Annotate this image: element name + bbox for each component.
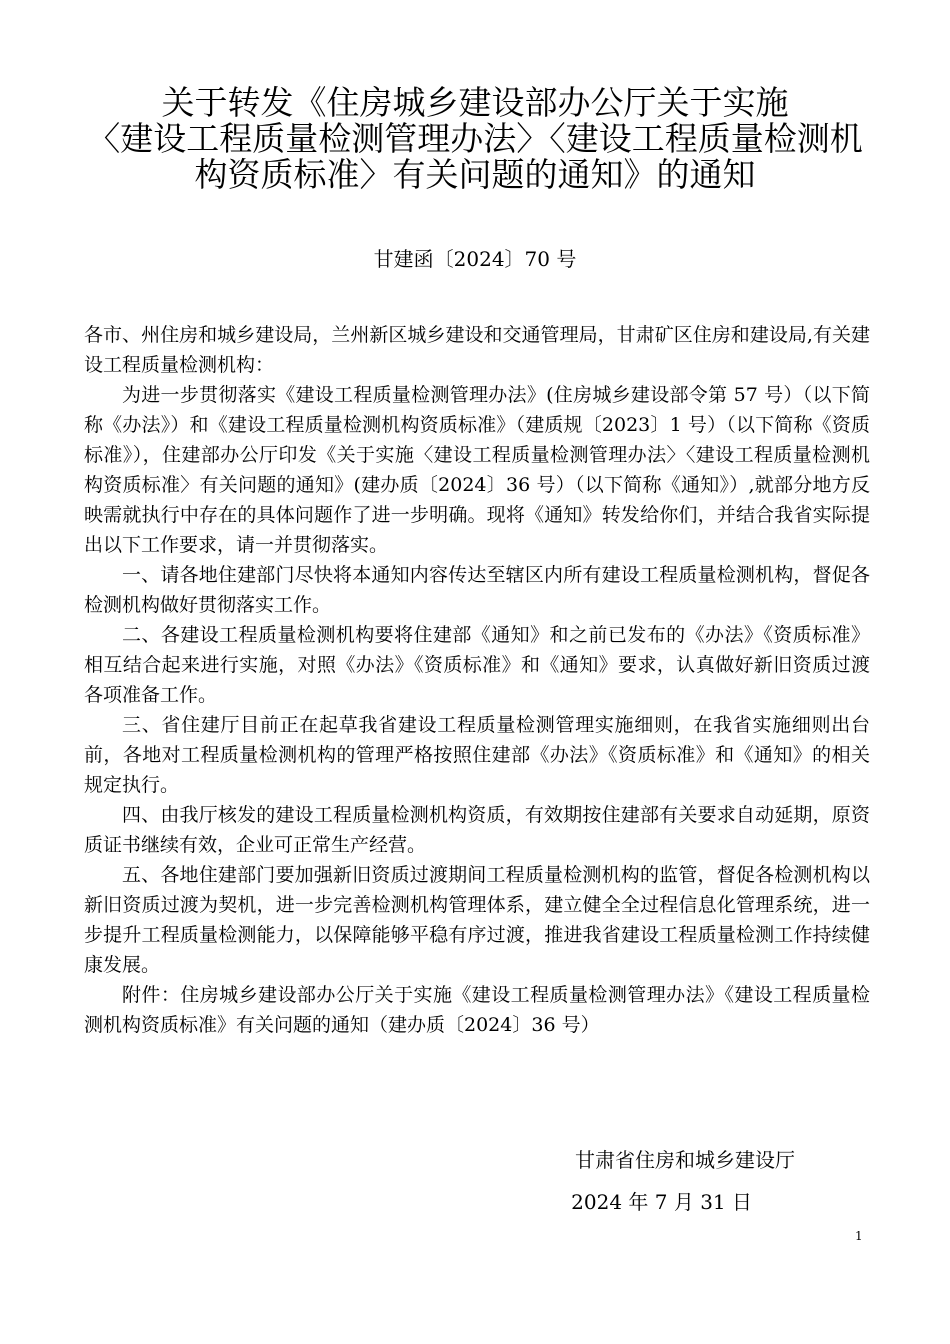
document-title [80,85,870,193]
title-line-1: 关于转发《住房城乡建设部办公厅关于实施 [161,83,789,122]
document-body [84,320,870,1040]
paragraph-intro: 为进一步贯彻落实《建设工程质量检测管理办法》(住房城乡建设部令第 57 号）（以下简称《办法》）和《建设工程质量检测机构资质标准》（建质规〔2023〕1 号）（以下简称《资质标准》），住建部办公厅印发《关于实施〈建设工程质量检测管理办法〉〈建设工程质量检测机构资质标准〉有关问题的通知》(建办质〔2024〕36 号）（以下简称《通知》）,就部分地方反映需就执行中存在的具体问题作了进一步明确。现将《通知》转发给你们，并结合我省实际提出以下工作要求，请一并贯彻落实。 [84,384,870,556]
issue-date: 2024 年 7 月 31 日 [571,1190,752,1214]
salutation: 各市、州住房和城乡建设局，兰州新区城乡建设和交通管理局，甘肃矿区住房和建设局,有关建设工程质量检测机构： [84,324,870,376]
paragraph-item-3: 三、省住建厅目前正在起草我省建设工程质量检测管理实施细则，在我省实施细则出台前，各地对工程质量检测机构的管理严格按照住建部《办法》《资质标准》和《通知》的相关规定执行。 [84,714,870,796]
title-line-2: 〈建设工程质量检测管理办法〉〈建设工程质量检测机 [87,119,863,158]
paragraph-item-4: 四、由我厅核发的建设工程质量检测机构资质，有效期按住建部有关要求自动延期，原资质证书继续有效，企业可正常生产经营。 [84,804,870,856]
paragraph-item-1: 一、请各地住建部门尽快将本通知内容传达至辖区内所有建设工程质量检测机构，督促各检测机构做好贯彻落实工作。 [84,564,870,616]
issuing-authority: 甘肃省住房和城乡建设厅 [575,1148,795,1172]
attachment-note: 附件：住房城乡建设部办公厅关于实施《建设工程质量检测管理办法》《建设工程质量检测机构资质标准》有关问题的通知（建办质〔2024〕36 号） [84,984,870,1036]
paragraph-item-2: 二、各建设工程质量检测机构要将住建部《通知》和之前已发布的《办法》《资质标准》相互结合起来进行实施，对照《办法》《资质标准》和《通知》要求，认真做好新旧资质过渡各项准备工作。 [84,624,870,706]
page-number: 1 [855,1229,863,1243]
document-number: 甘建函〔2024〕70 号 [373,247,577,271]
paragraph-item-5: 五、各地住建部门要加强新旧资质过渡期间工程质量检测机构的监管，督促各检测机构以新旧资质过渡为契机，进一步完善检测机构管理体系，建立健全全过程信息化管理系统，进一步提升工程质量检测能力，以保障能够平稳有序过渡，推进我省建设工程质量检测工作持续健康发展。 [84,864,870,976]
title-line-3: 构资质标准〉有关问题的通知》的通知 [194,155,756,194]
